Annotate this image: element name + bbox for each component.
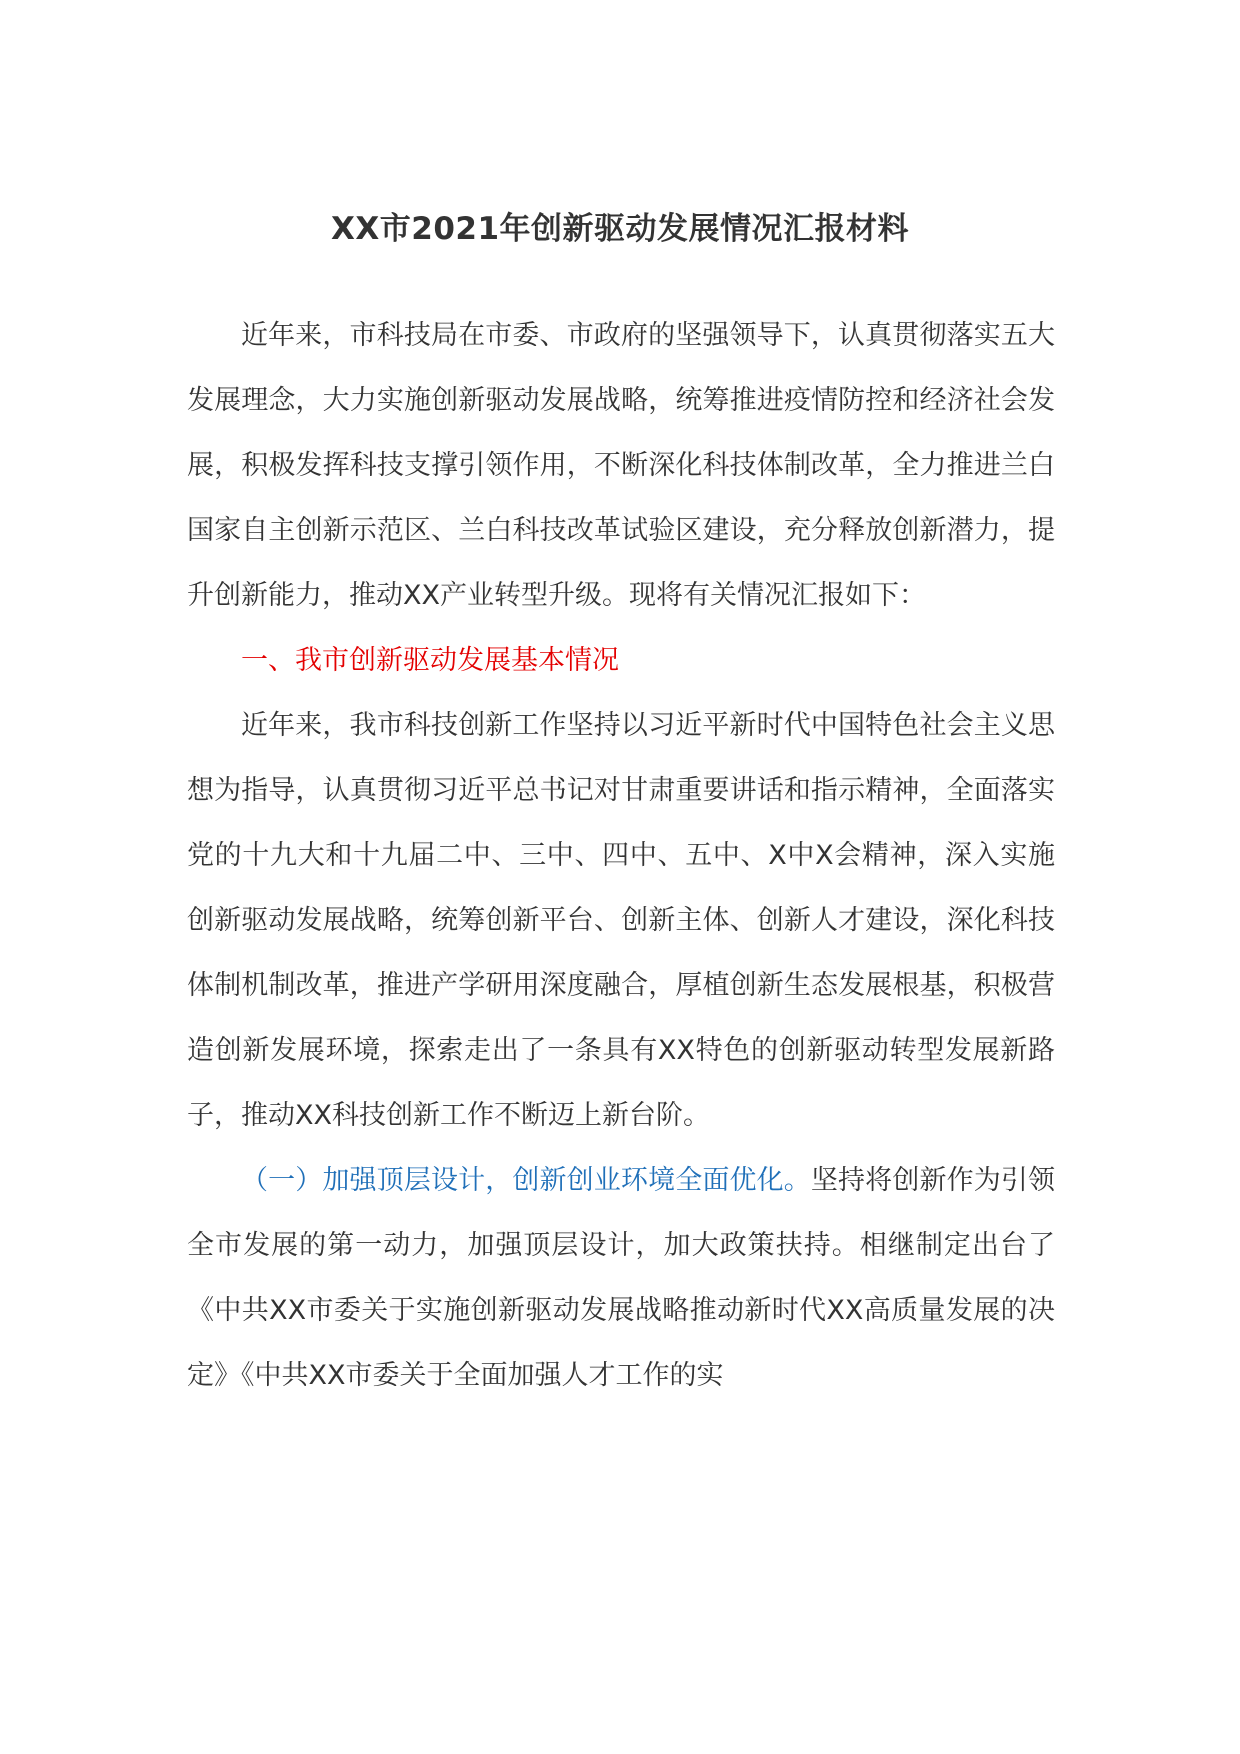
- subsection-1-paragraph: [187, 1148, 1055, 1408]
- subsection-heading-1: （一）加强顶层设计，创新创业环境全面优化。: [241, 1165, 811, 1196]
- section-1-paragraph: 近年来，我市科技创新工作坚持以习近平新时代中国特色社会主义思想为指导，认真贯彻习近平总书记对甘肃重要讲话和指示精神，全面落实党的十九大和十九届二中、三中、四中、五中、X中X会精神，深入实施创新驱动发展战略，统筹创新平台、创新主体、创新人才建设，深化科技体制机制改革，推进产学研用深度融合，厚植创新生态发展根基，积极营造创新发展环境，探索走出了一条具有XX特色的创新驱动转型发展新路子，推动XX科技创新工作不断迈上新台阶。: [187, 710, 1055, 1131]
- document-title: XX市2021年创新驱动发展情况汇报材料: [330, 211, 910, 247]
- subsection-1-body: 坚持将创新作为引领全市发展的第一动力，加强顶层设计，加大政策扶持。相继制定出台了《中共XX市委关于实施创新驱动发展战略推动新时代XX高质量发展的决定》《中共XX市委关于全面加强人才工作的实: [187, 1165, 1056, 1391]
- intro-paragraph: 近年来，市科技局在市委、市政府的坚强领导下，认真贯彻落实五大发展理念，大力实施创新驱动发展战略，统筹推进疫情防控和经济社会发展，积极发挥科技支撑引领作用，不断深化科技体制改革，全力推进兰白国家自主创新示范区、兰白科技改革试验区建设，充分释放创新潜力，提升创新能力，推动XX产业转型升级。现将有关情况汇报如下：: [187, 320, 1055, 611]
- document-body: [187, 303, 1055, 1408]
- section-heading-1: 一、我市创新驱动发展基本情况: [241, 645, 619, 676]
